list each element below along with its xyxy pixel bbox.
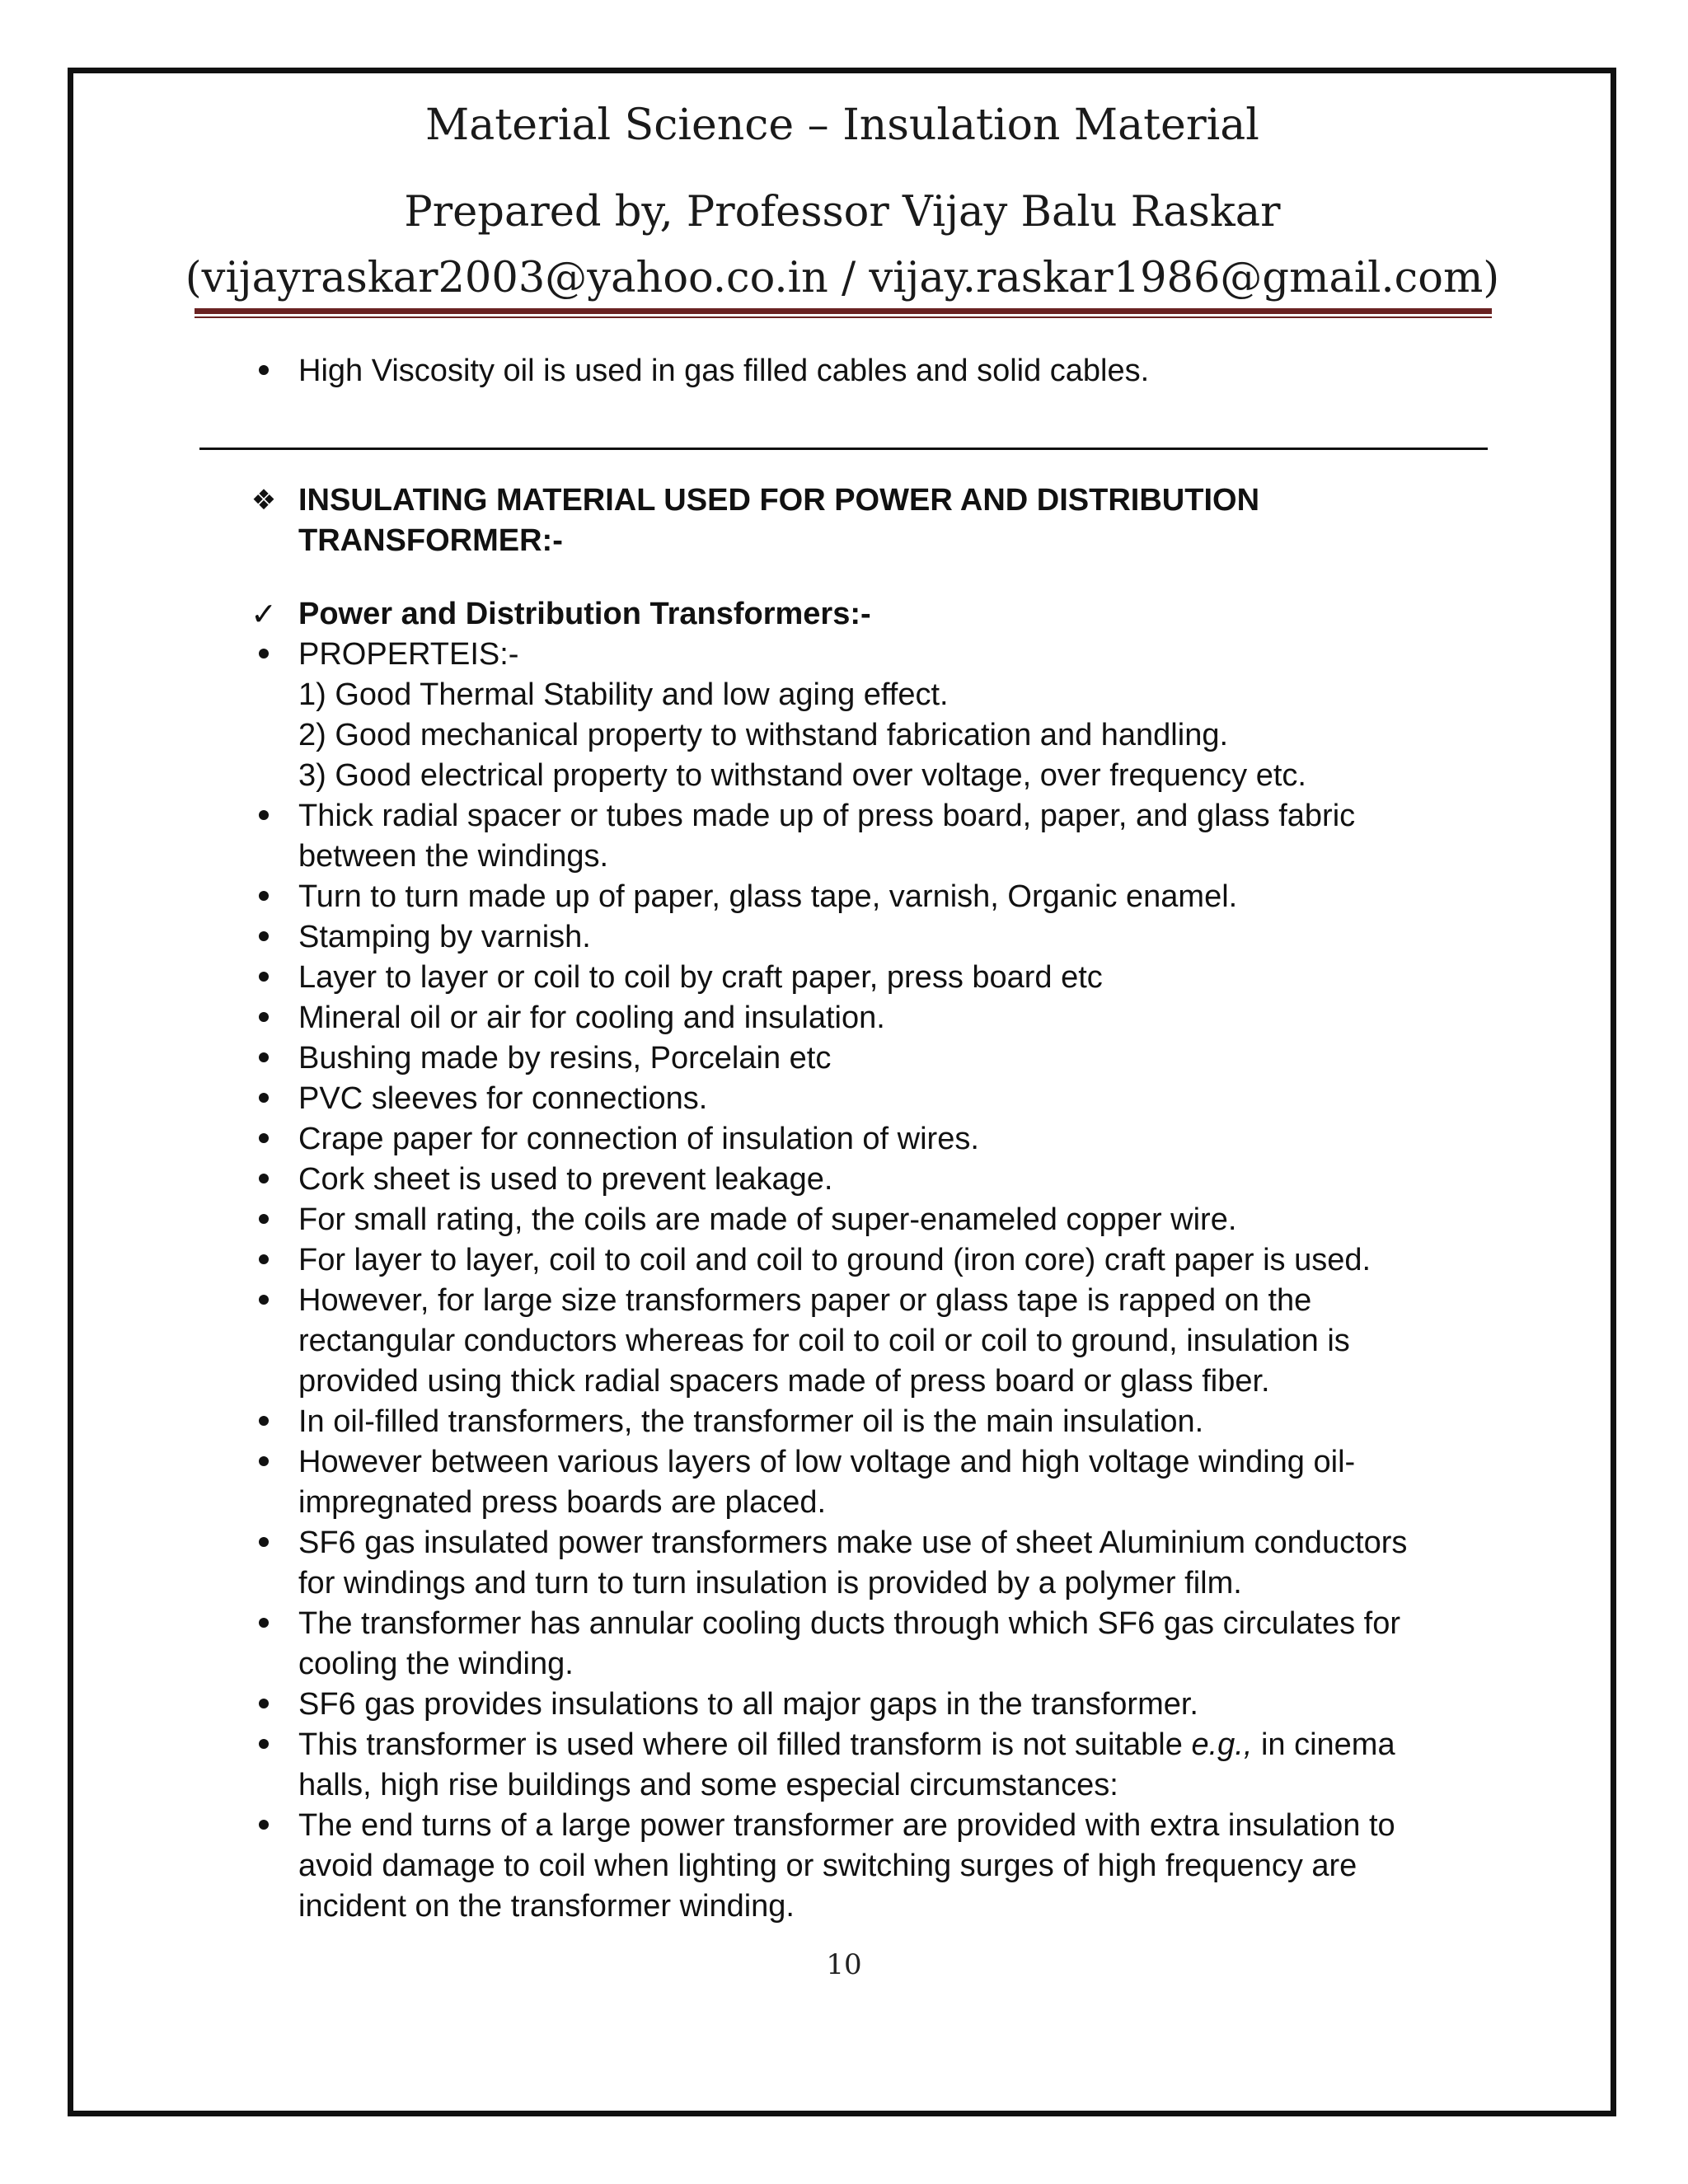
bullet-dot-icon [247,1079,280,1119]
list-item [298,1281,1502,1402]
bullet-dot-icon [247,877,280,917]
list-item-line: between the windings. [298,839,609,874]
list-item [298,1523,1502,1604]
bullet-dot-icon [247,1240,280,1281]
bullet-dot-icon [247,1685,280,1725]
list-item-line: halls, high rise buildings and some especial circumstances: [298,1768,1118,1802]
bullet-dot-icon [247,958,280,998]
list-item-line: The transformer has annular cooling ducts through which SF6 gas circulates for [298,1606,1400,1641]
bullet-dot-icon [247,1281,280,1321]
section-heading-line2: TRANSFORMER:- [298,523,563,558]
list-item [298,998,1502,1038]
bullet-dot-icon [247,1523,280,1563]
list-item [298,917,1502,958]
list-item [298,1119,1502,1160]
list-item-line: Layer to layer or coil to coil by craft paper, press board etc [298,960,1103,995]
bullet-dot-icon [247,1038,280,1079]
header-title: Material Science – Insulation Material [425,101,1259,150]
list-item-line: PVC sleeves for connections. [298,1081,708,1116]
list-item [298,1160,1502,1200]
subheading [251,594,1502,635]
bullet-dot-icon [247,1402,280,1442]
list-item-line: Crape paper for connection of insulation of wires. [298,1122,979,1156]
bullet-dot-icon [247,796,280,837]
list-item-line: Mineral oil or air for cooling and insulation. [298,1001,885,1035]
list-item-line: However between various layers of low voltage and high voltage winding oil- [298,1445,1356,1479]
list-item-line: provided using thick radial spacers made of press board or glass fiber. [298,1364,1270,1399]
list-item-line: incident on the transformer winding. [298,1889,795,1924]
list-item [298,877,1502,917]
bullet-dot-icon [247,917,280,958]
list-item-line: SF6 gas provides insulations to all major gaps in the transformer. [298,1687,1198,1722]
property-item: 2) Good mechanical property to withstand fabrication and handling. [298,718,1229,752]
list-item-line: In oil-filled transformers, the transformer oil is the main insulation. [298,1404,1204,1439]
list-item [298,1685,1502,1725]
list-item-line: rectangular conductors whereas for coil to coil or coil to ground, insulation is [298,1324,1350,1358]
list-item-line: For small rating, the coils are made of super-enameled copper wire. [298,1202,1237,1237]
list-item [298,1806,1502,1927]
bullet-dot-icon [247,1200,280,1240]
intro-bullet-text: High Viscosity oil is used in gas filled cables and solid cables. [298,354,1150,388]
list-item-line: impregnated press boards are placed. [298,1485,827,1520]
section-divider [199,448,1488,450]
check-icon: ✓ [251,596,277,632]
subheading-text: Power and Distribution Transformers:- [298,597,871,631]
list-item [298,1725,1502,1806]
bullet-dot-icon [247,351,280,391]
list-item-line: Bushing made by resins, Porcelain etc [298,1041,832,1076]
header-emails: (vijayraskar2003@yahoo.co.in / vijay.raskar1986@gmail.com) [185,254,1500,302]
list-item-line: avoid damage to coil when lighting or switching surges of high frequency are [298,1849,1357,1883]
bullet-dot-icon [247,635,280,675]
bullet-dot-icon [247,1160,280,1200]
list-item-line: Stamping by varnish. [298,920,591,954]
bullet-dot-icon [247,998,280,1038]
section-heading [251,480,1502,561]
bullet-dot-icon [247,1119,280,1160]
list-item-line: Thick radial spacer or tubes made up of press board, paper, and glass fabric [298,799,1356,833]
list-item [298,1604,1502,1685]
list-item [298,1442,1502,1523]
list-item [298,1240,1502,1281]
bullet-dot-icon [247,1442,280,1483]
list-item-line: The end turns of a large power transformer are provided with extra insulation to [298,1808,1395,1843]
list-item [298,796,1502,877]
properties-block [298,635,1502,796]
list-item-line: cooling the winding. [298,1647,574,1681]
list-item-line: This transformer is used where oil filled transform is not suitable e.g., in cinema [298,1727,1395,1762]
list-item [298,1038,1502,1079]
bullet-dot-icon [247,1806,280,1846]
diamond-four-icon: ❖ [251,484,277,517]
list-item [298,1079,1502,1119]
list-item [298,1200,1502,1240]
properties-label: PROPERTEIS:- [298,637,519,672]
header-author: Prepared by, Professor Vijay Balu Raskar [404,188,1281,237]
bullet-dot-icon [247,1604,280,1644]
bullet-dot-icon [247,1725,280,1765]
section-heading-line1: INSULATING MATERIAL USED FOR POWER AND DISTRIBUTION [298,483,1260,518]
list-item-line: Cork sheet is used to prevent leakage. [298,1162,833,1197]
property-item: 3) Good electrical property to withstand over voltage, over frequency etc. [298,758,1306,793]
list-item-line: SF6 gas insulated power transformers make use of sheet Aluminium conductors [298,1526,1408,1560]
list-item [298,1402,1502,1442]
property-item: 1) Good Thermal Stability and low aging effect. [298,677,949,712]
list-item-line: Turn to turn made up of paper, glass tape, varnish, Organic enamel. [298,879,1238,914]
intro-bullet [298,351,1502,391]
list-item [298,958,1502,998]
list-item-line: However, for large size transformers paper or glass tape is rapped on the [298,1283,1312,1318]
list-item-line: For layer to layer, coil to coil and coil to ground (iron core) craft paper is used. [298,1243,1372,1277]
page-number: 10 [826,1948,862,1981]
list-item-line: for windings and turn to turn insulation is provided by a polymer film. [298,1566,1242,1601]
